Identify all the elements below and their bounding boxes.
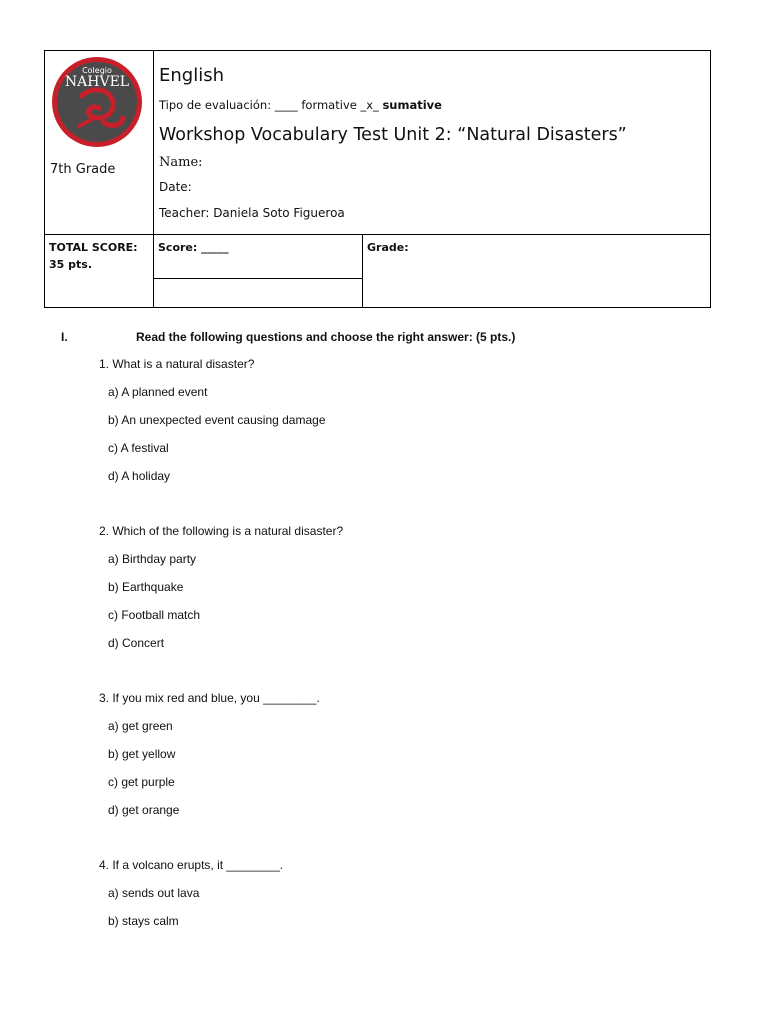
score-blank-cell bbox=[154, 279, 363, 308]
name-field[interactable]: Name: bbox=[159, 155, 203, 170]
school-logo bbox=[51, 56, 143, 148]
option[interactable]: a) get green bbox=[108, 719, 173, 733]
grade-level: 7th Grade bbox=[50, 162, 116, 177]
option[interactable]: c) Football match bbox=[108, 608, 201, 622]
date-field[interactable]: Date: bbox=[159, 180, 192, 194]
option[interactable]: d) A holiday bbox=[108, 469, 171, 483]
section-heading bbox=[61, 330, 515, 344]
option[interactable]: b) An unexpected event causing damage bbox=[108, 413, 326, 427]
option[interactable]: c) A festival bbox=[108, 441, 169, 455]
section-number: I. bbox=[61, 330, 68, 344]
evaluation-type: Tipo de evaluación: ____ formative _x_ sumative bbox=[159, 98, 442, 112]
option[interactable]: a) A planned event bbox=[108, 385, 208, 399]
section-instruction: Read the following questions and choose the right answer: (5 pts.) bbox=[136, 330, 516, 344]
info-cell bbox=[154, 51, 711, 235]
option[interactable]: b) stays calm bbox=[108, 914, 179, 928]
question-4: 4. If a volcano erupts, it ________. bbox=[99, 858, 284, 872]
grade-field[interactable]: Grade: bbox=[363, 235, 711, 308]
header-table bbox=[44, 50, 711, 308]
question-2: 2. Which of the following is a natural disaster? bbox=[99, 524, 344, 538]
option[interactable]: b) Earthquake bbox=[108, 580, 184, 594]
logo-cell bbox=[45, 51, 154, 235]
option[interactable]: b) get yellow bbox=[108, 747, 176, 761]
question-3: 3. If you mix red and blue, you ________. bbox=[99, 691, 320, 705]
option[interactable]: a) sends out lava bbox=[108, 886, 200, 900]
subject: English bbox=[159, 65, 224, 86]
test-title: Workshop Vocabulary Test Unit 2: “Natural Disasters” bbox=[159, 125, 627, 145]
svg-text:NAHVEL: NAHVEL bbox=[64, 74, 130, 90]
option[interactable]: d) Concert bbox=[108, 636, 165, 650]
option[interactable]: c) get purple bbox=[108, 775, 175, 789]
svg-text:Colegio: Colegio bbox=[82, 66, 112, 75]
option[interactable]: d) get orange bbox=[108, 803, 180, 817]
question-1: 1. What is a natural disaster? bbox=[99, 357, 255, 371]
score-field[interactable]: Score: _____ bbox=[154, 235, 363, 279]
teacher: Teacher: Daniela Soto Figueroa bbox=[159, 206, 345, 220]
option[interactable]: a) Birthday party bbox=[108, 552, 197, 566]
total-score: TOTAL SCORE: 35 pts. bbox=[45, 235, 154, 308]
